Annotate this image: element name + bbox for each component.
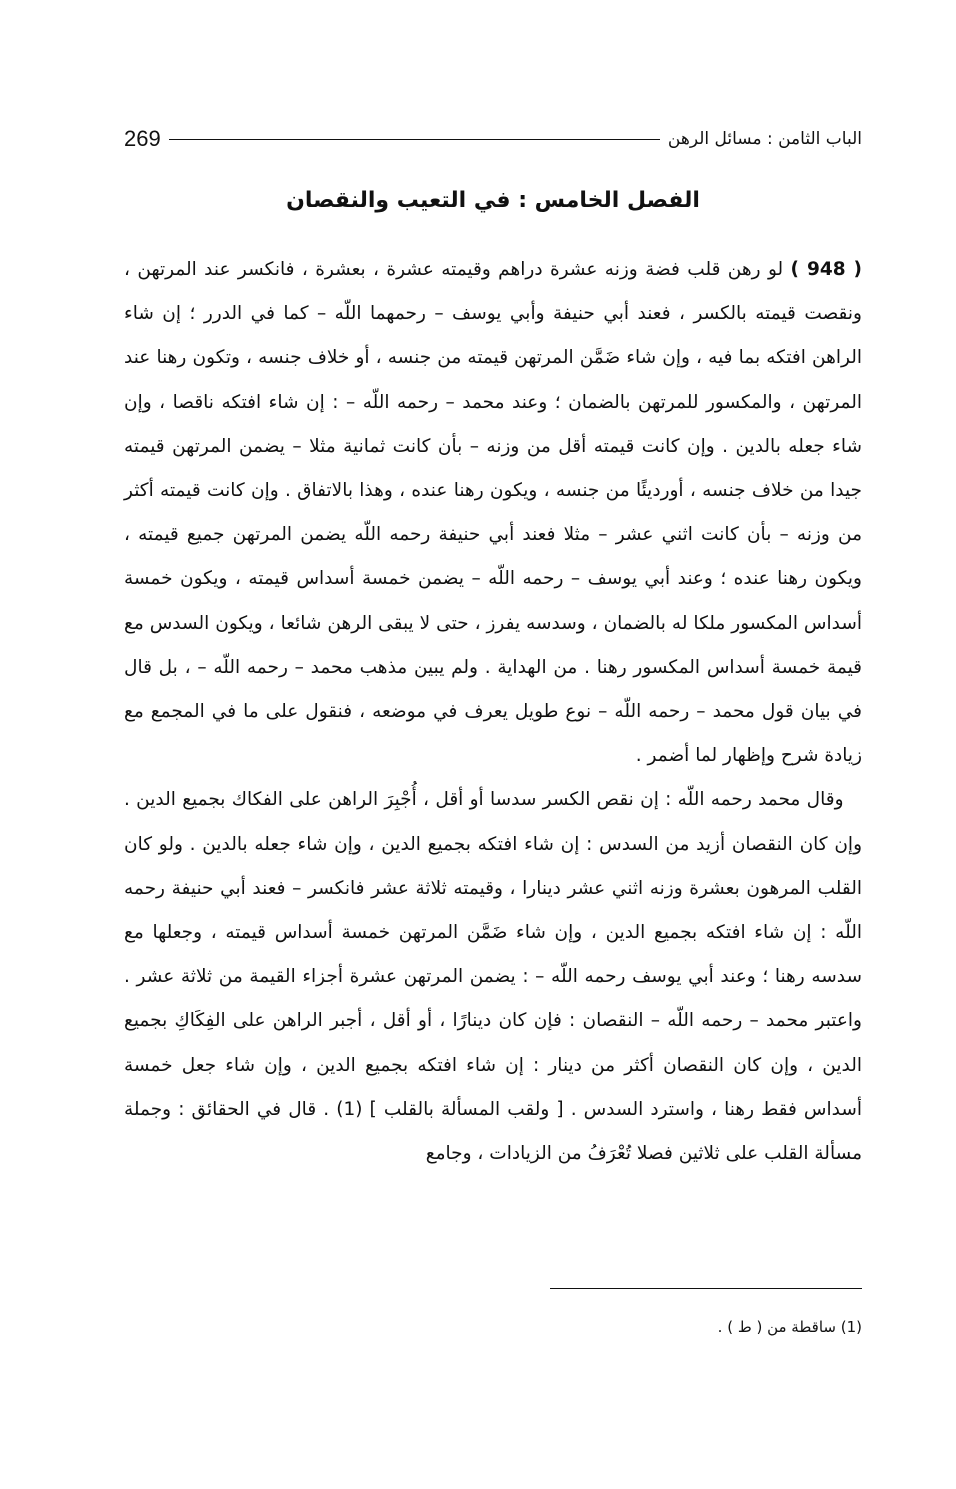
running-head: الباب الثامن : مسائل الرهن (667, 129, 862, 149)
paragraph-number: ( 948 ) (790, 259, 862, 280)
page-number: 269 (124, 126, 161, 151)
paragraph-948 (124, 248, 862, 778)
paragraph-continuation (124, 778, 862, 1176)
chapter-title: الفصل الخامس : في التعيب والنقصان (286, 188, 700, 213)
paragraph-text: لو رهن قلب فضة وزنه عشرة دراهم وقيمته عشرة ، بعشرة ، فانكسر عند المرتهن ، ونقصت قيمته بالكسر ، فعند أبي حنيفة وأبي يوسف – رحمهما اللّه – كما في الدرر ؛ إن شاء الراهن افتكه بما فيه ، وإن شاء ضَمَّن المرتهن قيمته من جنسه ، أو خلاف جنسه ، وتكون رهنا عند المرتهن ، والمكسور للمرتهن بالضمان ؛ وعند محمد – رحمه اللّه – : إن شاء افتكه ناقصا ، وإن شاء جعله بالدين . وإن كانت قيمته أقل من وزنه – بأن كانت ثمانية مثلا – يضمن المرتهن قيمته جيدا من خلاف جنسه ، أورديئًا من جنسه ، ويكون رهنا عنده ، وهذا بالاتفاق . وإن كانت قيمته أكثر من وزنه – بأن كانت اثني عشر – مثلا فعند أبي حنيفة رحمه اللّه يضمن المرتهن جميع قيمته ، ويكون رهنا عنده ؛ وعند أبي يوسف – رحمه اللّه – يضمن خمسة أسداس قيمته ، ويكون خمسة أسداس المكسور ملكا له بالضمان ، وسدسه يفرز ، حتى لا يبقى الرهن شائعا ، ويكون السدس مع قيمة خمسة أسداس المكسور رهنا . من الهداية . ولم يبين مذهب محمد – رحمه اللّه – ، بل قال في بيان قول محمد – رحمه اللّه – نوع طويل يعرف في موضعه ، فنقول على ما في المجمع مع زيادة شرح وإظهار لما أضمر . (124, 259, 862, 767)
footnote: (1) ساقطة من ( ط ) . (717, 1318, 862, 1336)
body-text (124, 248, 862, 1176)
paragraph-text: وقال محمد رحمه اللّه : إن نقص الكسر سدسا أو أقل ، أُجْبِرَ الراهن على الفكاك بجميع الدين . وإن كان النقصان أزيد من السدس : إن شاء افتكه بجميع الدين ، وإن شاء جعله بالدين . ولو كان القلب المرهون بعشرة وزنه اثني عشر دينارا ، وقيمته ثلاثة عشر فانكسر – فعند أبي حنيفة رحمه اللّه : إن شاء افتكه بجميع الدين ، وإن شاء ضَمَّن المرتهن خمسة أسداس قيمته ، وجعلها مع سدسه رهنا ؛ وعند أبي يوسف رحمه اللّه – : يضمن المرتهن عشرة أجزاء القيمة من ثلاثة عشر . واعتبر محمد – رحمه اللّه – النقصان : فإن كان دينارًا ، أو أقل ، أجبر الراهن على الفِكَاكِ بجميع الدين ، وإن كان النقصان أكثر من دينار : إن شاء افتكه بجميع الدين ، وإن شاء جعل خمسة أسداس فقط رهنا ، واسترد السدس . [ ولقب المسألة بالقلب ] (1) . قال في الحقائق : وجملة مسألة القلب على ثلاثين فصلا تُعْرَفُ من الزيادات ، وجامع (124, 789, 863, 1165)
header-rule (169, 139, 660, 140)
page-header (124, 124, 862, 154)
footnote-rule (550, 1288, 862, 1289)
